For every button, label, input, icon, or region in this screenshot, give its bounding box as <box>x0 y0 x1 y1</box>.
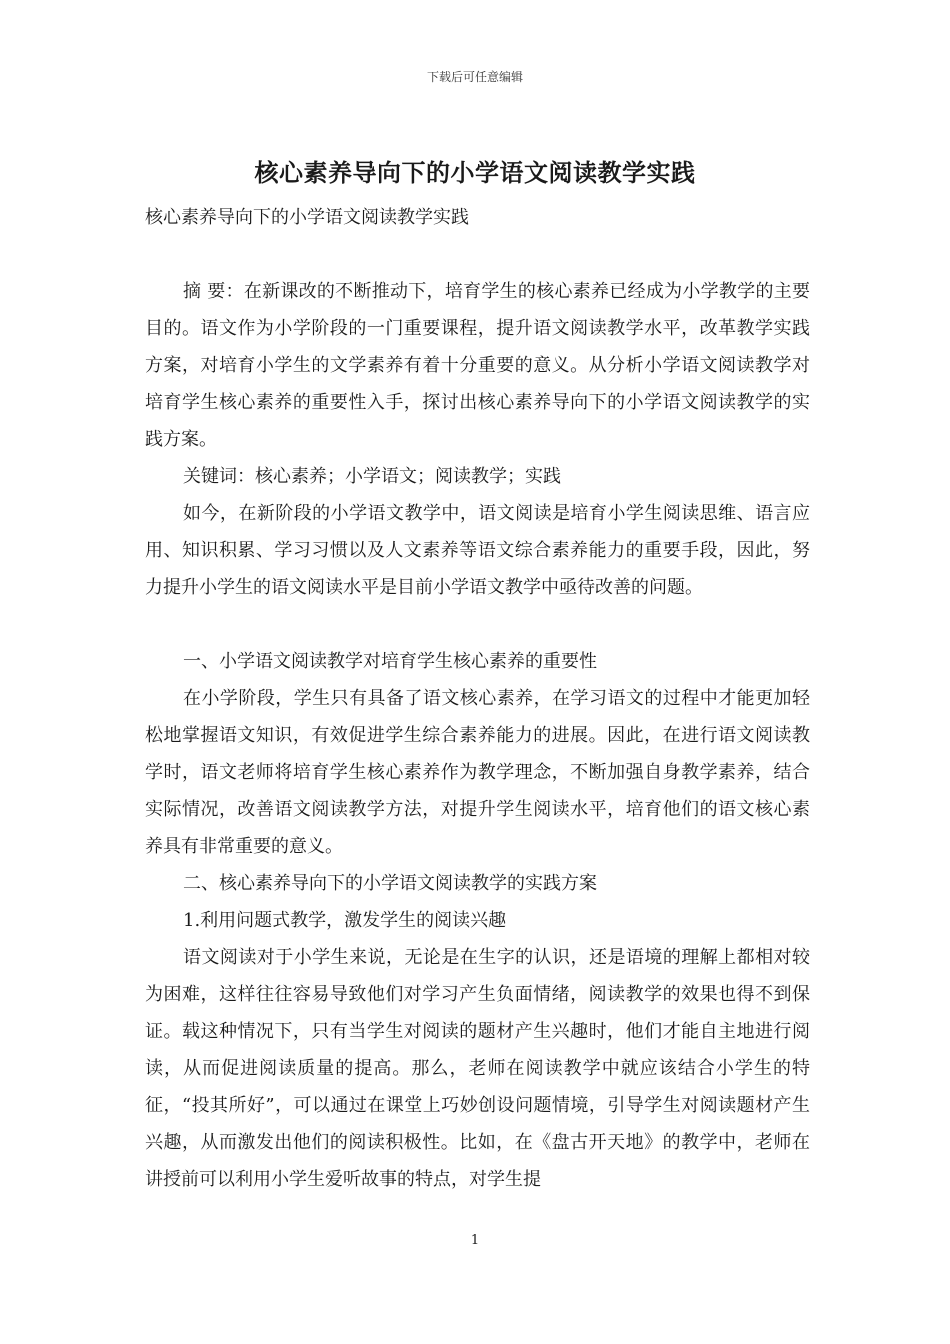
keywords-line: 关键词：核心素养；小学语文；阅读教学；实践 <box>183 466 561 487</box>
subsection1-heading: 1.利用问题式教学，激发学生的阅读兴趣 <box>183 910 507 931</box>
page-number: 1 <box>470 1233 480 1248</box>
section1-heading: 一、小学语文阅读教学对培育学生核心素养的重要性 <box>183 651 597 672</box>
subsection1-paragraph: 语文阅读对于小学生来说，无论是在生字的认识，还是语境的理解上都相对较为困难，这样往往容易导致他们对学习产生负面情绪，阅读教学的效果也得不到保证。载这种情况下，只有当学生对阅读的题材产生兴趣时，他们才能自主地进行阅读，从而促进阅读质量的提高。那么，老师在阅读教学中就应该结合小学生的特征，“投其所好”，可以通过在课堂上巧妙创设问题情境，引导学生对阅读题材产生兴趣，从而激发出他们的阅读积极性。比如，在《盘古开天地》的教学中，老师在讲授前可以利用小学生爱听故事的特点，对学生提 <box>145 947 810 1190</box>
subtitle: 核心素养导向下的小学语文阅读教学实践 <box>145 207 469 228</box>
intro-paragraph: 如今，在新阶段的小学语文教学中，语文阅读是培育小学生阅读思维、语言应用、知识积累、学习习惯以及人文素养等语文综合素养能力的重要手段，因此，努力提升小学生的语文阅读水平是目前小学语文教学中亟待改善的问题。 <box>145 503 810 598</box>
section2-heading: 二、核心素养导向下的小学语文阅读教学的实践方案 <box>183 873 597 894</box>
abstract-paragraph: 摘 要：在新课改的不断推动下，培育学生的核心素养已经成为小学教学的主要目的。语文作为小学阶段的一门重要课程，提升语文阅读教学水平，改革教学实践方案，对培育小学生的文学素养有着十分重要的意义。从分析小学语文阅读教学对培育学生核心素养的重要性入手，探讨出核心素养导向下的小学语文阅读教学的实践方案。 <box>145 281 810 450</box>
spacer <box>145 606 810 643</box>
section1-paragraph: 在小学阶段，学生只有具备了语文核心素养，在学习语文的过程中才能更加轻松地掌握语文知识，有效促进学生综合素养能力的进展。因此，在进行语文阅读教学时，语文老师将培育学生核心素养作为教学理念，不断加强自身教学素养，结合实际情况，改善语文阅读教学方法，对提升学生阅读水平，培育他们的语文核心素养具有非常重要的意义。 <box>145 688 810 857</box>
document-body <box>145 199 810 1198</box>
header-note: 下载后可任意编辑 <box>426 70 523 84</box>
spacer <box>145 236 810 273</box>
document-title: 核心素养导向下的小学语文阅读教学实践 <box>254 159 696 187</box>
